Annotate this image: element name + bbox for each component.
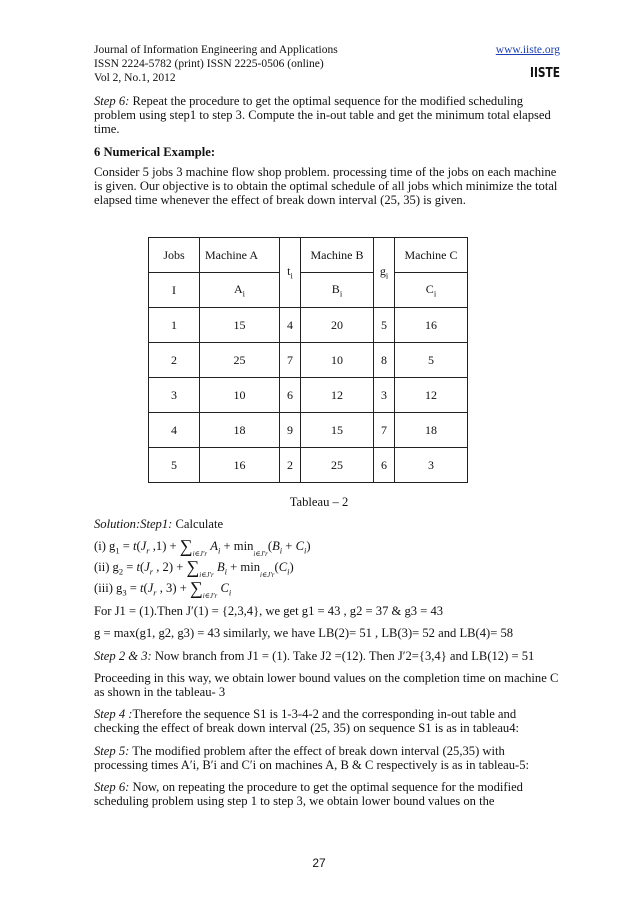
step6-text: Repeat the procedure to get the optimal sequence for the modified scheduling problem using step1 to step 3. Compute the in-out table and get the minimum total elapsed time. [94, 94, 551, 137]
section-title: 6 Numerical Example: [94, 144, 216, 159]
solution-label: Solution:Step1: [94, 517, 173, 531]
solution-text [94, 517, 560, 816]
journal-title: Journal of Information Engineering and Applications [94, 44, 338, 56]
header-jobs: Jobs [149, 238, 200, 273]
step4-text: Therefore the sequence S1 is 1-3-4-2 and the corresponding in-out table and checking the effect of break down interval (25, 35) on sequence S1 is as in tableau4: [94, 707, 520, 736]
page-number: 27 [312, 856, 326, 870]
g-line: g = max(g1, g2, g3) = 43 similarly, we have LB(2)= 51 , LB(3)= 52 and LB(4)= 58 [94, 626, 514, 641]
iiste-logo [530, 60, 560, 80]
header-machine-a: Machine A [200, 238, 280, 273]
step6b-label: Step 6: [94, 780, 130, 795]
step5-label: Step 5: [94, 743, 130, 758]
header-machine-b: Machine B [301, 238, 374, 273]
journal-issn: ISSN 2224-5782 (print) ISSN 2225-0506 (online) [94, 58, 324, 70]
equation-g1: (i) $g_1 = t(J_r$ $,1) + \sum_{i\in J'r}$ $A_i + \min_{i\in J'r}(B_i + C_i)$ [94, 536, 311, 559]
table-row: 1 15 4 20 5 16 [149, 308, 468, 343]
step4-label: Step 4 : [94, 707, 133, 722]
section-paragraph: Consider 5 jobs 3 machine flow shop problem. processing time of the jobs on each machine is given. Our objective is to obtain the optimal schedule of all jobs which minimize the total elapsed time whenever the effect of break down interval (25, 35) is given. [94, 164, 558, 208]
step6b-paragraph [94, 780, 560, 808]
journal-url-link[interactable]: www.iiste.org [495, 44, 560, 56]
table-row: 4 18 9 15 7 18 [149, 413, 468, 448]
step5-paragraph [94, 744, 560, 772]
step6b-text: Now, on repeating the procedure to get the optimal sequence for the modified scheduling problem using step 1 to step 3, we obtain lower bound values on the [94, 780, 523, 809]
table-caption: Tableau – 2 [289, 495, 349, 509]
table-row: 3 10 6 12 3 12 [149, 378, 468, 413]
table-header-row [149, 238, 468, 273]
proceed-paragraph: Proceeding in this way, we obtain lower bound values on the completion time on machine C as shown in the tableau- 3 [94, 670, 559, 700]
subheader-a: $A_i$ [200, 273, 280, 308]
step5-text: The modified problem after the effect of break down interval (25,35) with processing times A′i, B′i and C′i on machines A, B & C respectively is as in tableau-5: [94, 743, 529, 772]
journal-volume: Vol 2, No.1, 2012 [94, 72, 176, 84]
j1-line: For J1 = (1).Then J′(1) = {2,3,4}, we get g1 = 43 , g2 = 37 & g3 = 43 [94, 604, 444, 619]
journal-header [94, 43, 560, 85]
header-machine-c: Machine C [395, 238, 468, 273]
step23-paragraph [94, 649, 560, 663]
solution-heading [94, 517, 560, 531]
table-row: 5 16 2 25 6 3 [149, 448, 468, 483]
header-t: $t_i$ [280, 238, 301, 308]
step4-paragraph [94, 707, 560, 735]
table-subheader-row [149, 273, 468, 308]
step6-paragraph [94, 94, 560, 137]
step6-label: Step 6: [94, 94, 130, 108]
equation-g3: (iii) $g_3 = t(J_r$ , $3) + \sum_{i\in J'r}$ $C_i$ [94, 578, 232, 601]
processing-time-table [148, 237, 468, 483]
intro-text [94, 94, 560, 215]
step23-label: Step 2 & 3: [94, 648, 152, 663]
equation-g2: (ii) $g_2 = t(J_r$ , $2) + \sum_{i\in J'r}$ $B_i + \min_{i\in J'r}(C_i)$ [94, 557, 294, 580]
logo-text: IISTE [530, 66, 560, 81]
subheader-i: I [149, 273, 200, 308]
step23-text: Now branch from J1 = (1). Take J2 =(12). Then J′2={3,4} and LB(12) = 51 [151, 648, 535, 663]
header-g: $g_i$ [374, 238, 395, 308]
solution-calc: Calculate [172, 517, 224, 531]
subheader-c: $C_i$ [395, 273, 468, 308]
subheader-b: $B_i$ [301, 273, 374, 308]
table-row: 2 25 7 10 8 5 [149, 343, 468, 378]
